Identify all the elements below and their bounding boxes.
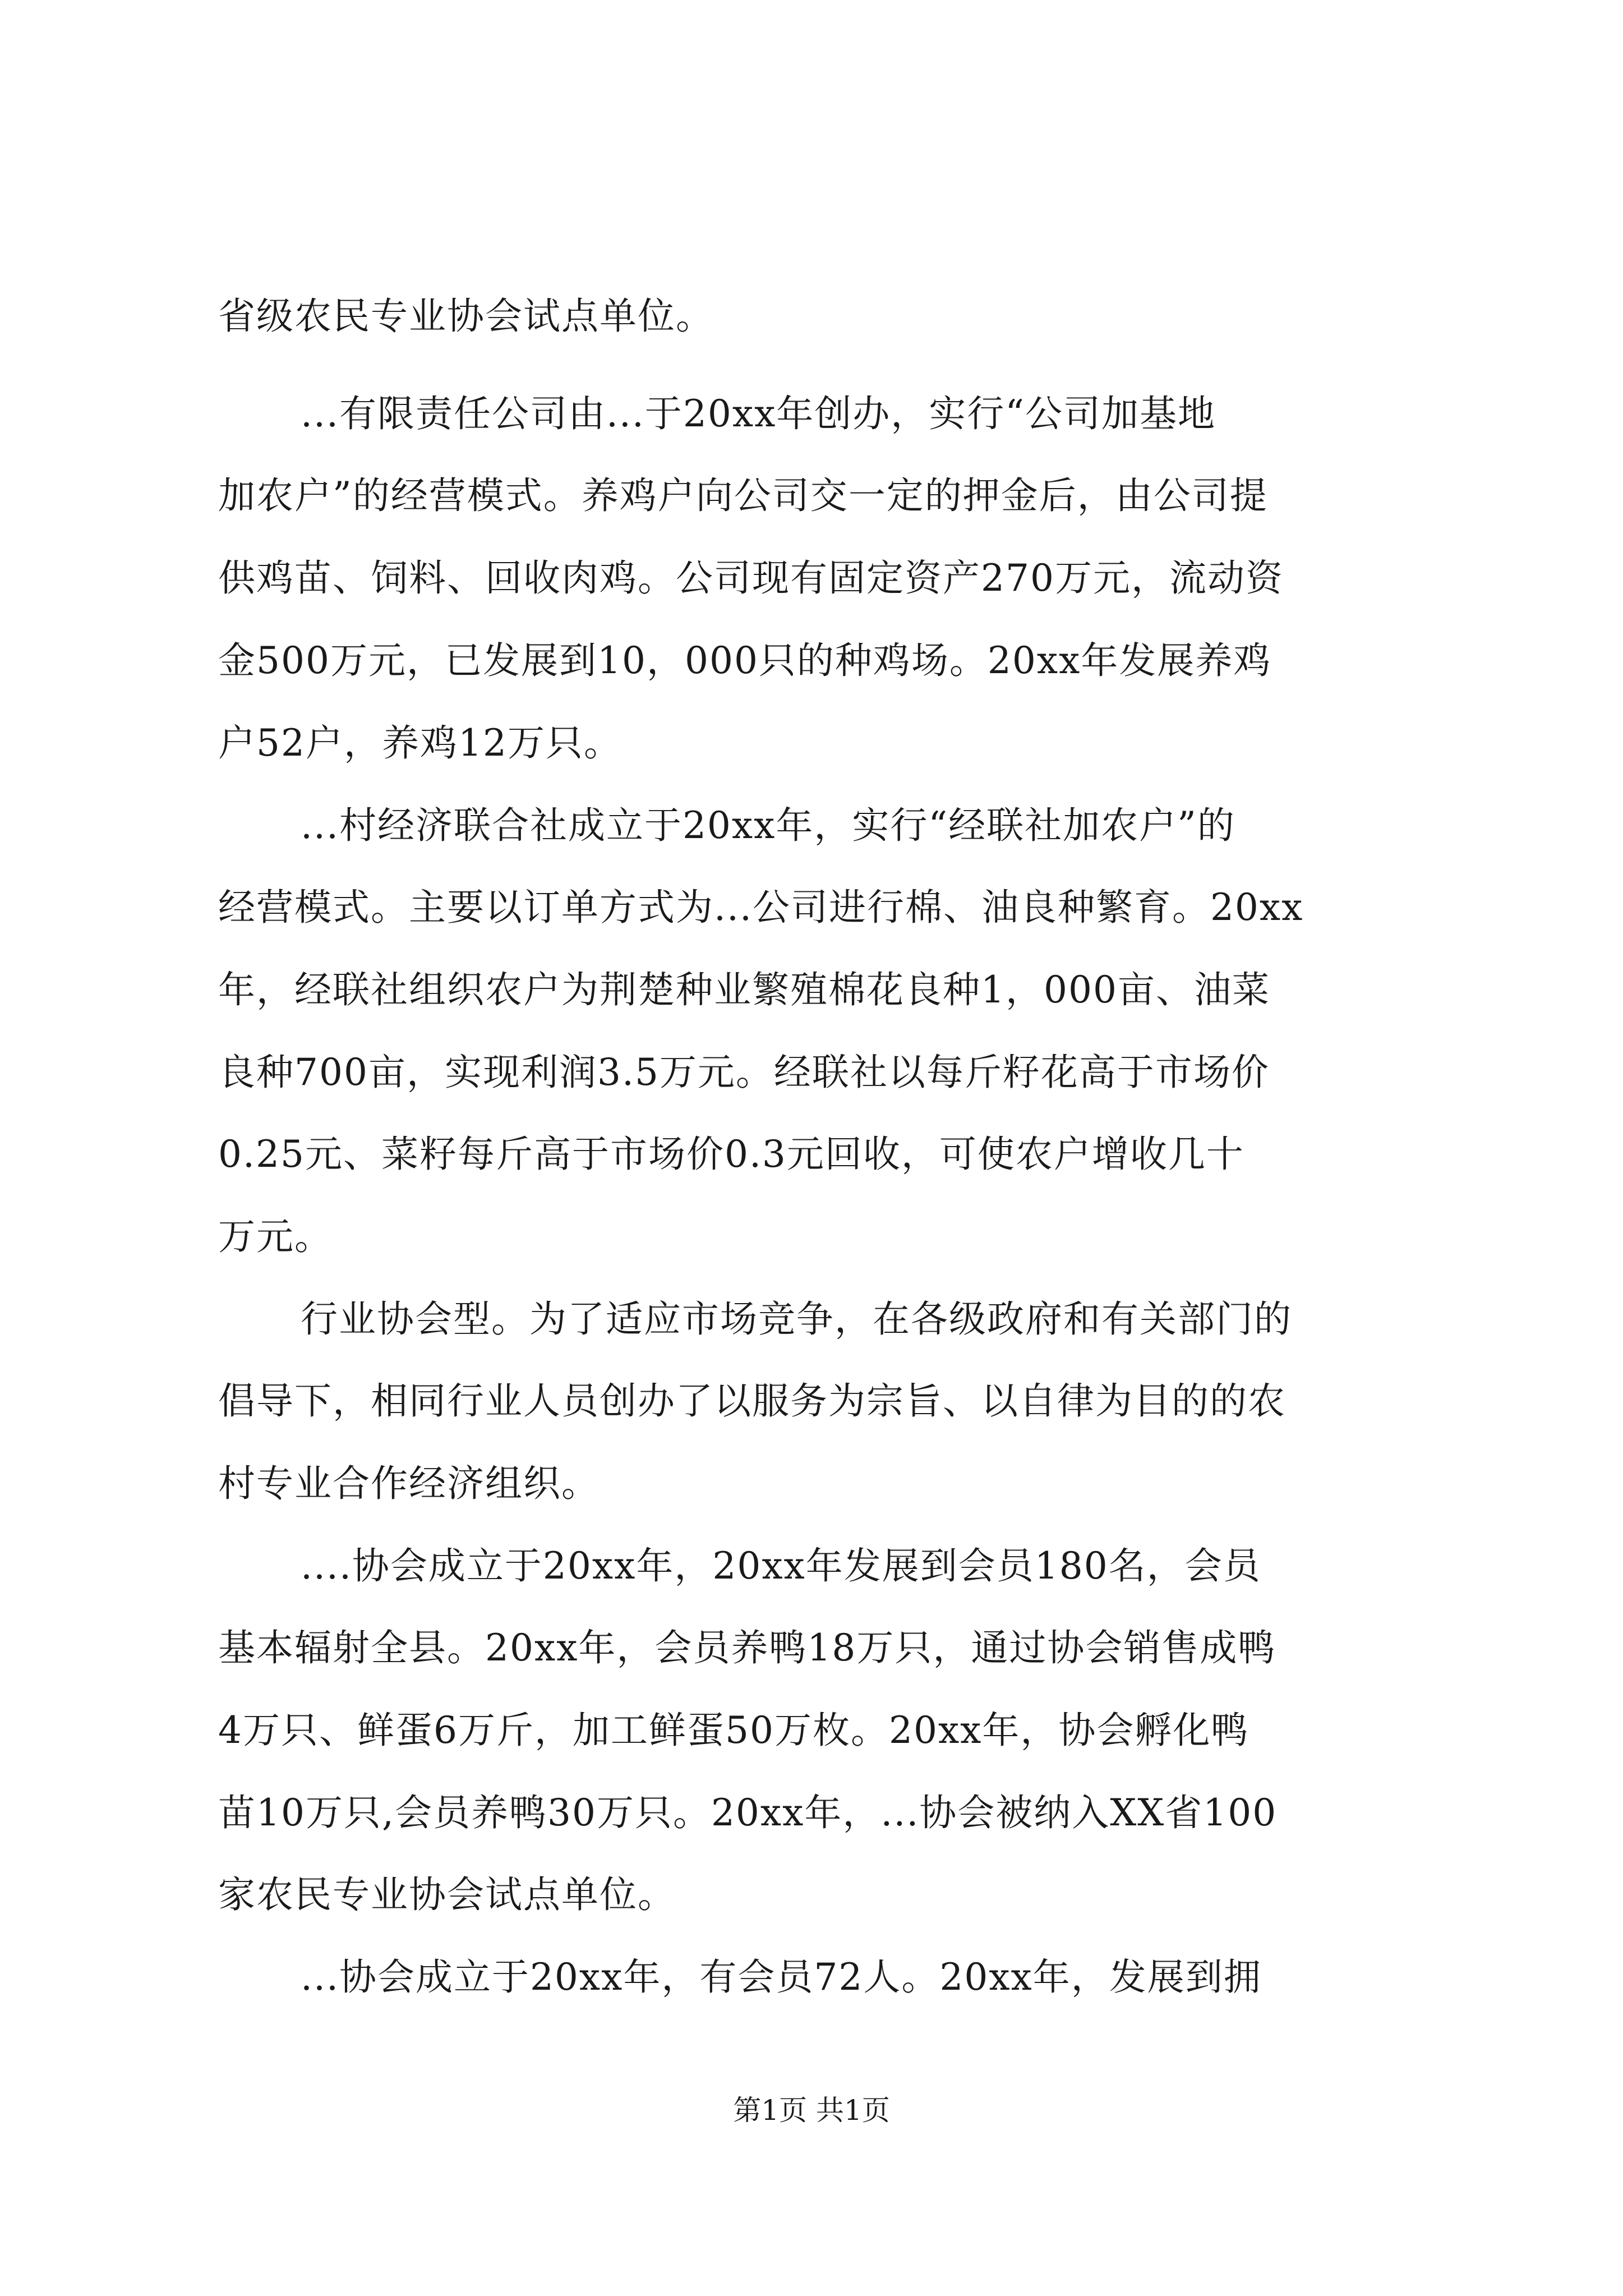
text-line: 行业协会型。为了适应市场竞争，在各级政府和有关部门的 xyxy=(301,1297,1292,1341)
text-line: ...协会成立于20xx年，有会员72人。20xx年，发展到拥 xyxy=(301,1955,1262,1999)
text-line: ....协会成立于20xx年，20xx年发展到会员180名，会员 xyxy=(301,1544,1261,1588)
text-line: 加农户”的经营模式。养鸡户向公司交一定的押金后，由公司提 xyxy=(218,474,1268,517)
text-line: 倡导下，相同行业人员创办了以服务为宗旨、以自律为目的的农 xyxy=(218,1379,1286,1423)
text-line: 良种700亩，实现利润3.5万元。经联社以每斤籽花高于市场价 xyxy=(218,1051,1270,1094)
text-line: 万元。 xyxy=(218,1215,333,1258)
text-line: 经营模式。主要以订单方式为...公司进行棉、油良种繁育。20xx xyxy=(218,886,1304,929)
text-line: 年，经联社组织农户为荆楚种业繁殖棉花良种1，000亩、油菜 xyxy=(218,968,1270,1011)
page-number-label: 第1页 共1页 xyxy=(733,2094,890,2127)
text-line: ...村经济联合社成立于20xx年，实行“经联社加农户”的 xyxy=(301,804,1235,847)
text-line: 村专业合作经济组织。 xyxy=(218,1462,600,1505)
text-line: 户52户，养鸡12万只。 xyxy=(218,721,622,765)
text-line: 基本辐射全县。20xx年，会员养鸭18万只，通过协会销售成鸭 xyxy=(218,1626,1276,1669)
text-line: ...有限责任公司由...于20xx年创办，实行“公司加基地 xyxy=(301,392,1216,435)
page-footer xyxy=(0,2091,1623,2130)
text-line: 4万只、鲜蛋6万斤，加工鲜蛋50万枚。20xx年，协会孵化鸭 xyxy=(218,1709,1249,1752)
text-line: 金500万元，已发展到10，000只的种鸡场。20xx年发展养鸡 xyxy=(218,639,1272,682)
text-line: 供鸡苗、饲料、回收肉鸡。公司现有固定资产270万元，流动资 xyxy=(218,556,1284,600)
text-line: 苗10万只,会员养鸭30万只。20xx年，...协会被纳入XX省100 xyxy=(218,1791,1278,1834)
text-line: 0.25元、菜籽每斤高于市场价0.3元回收，可使农户增收几十 xyxy=(218,1133,1244,1176)
text-line: 省级农民专业协会试点单位。 xyxy=(218,295,714,338)
text-line: 家农民专业协会试点单位。 xyxy=(218,1873,676,1916)
